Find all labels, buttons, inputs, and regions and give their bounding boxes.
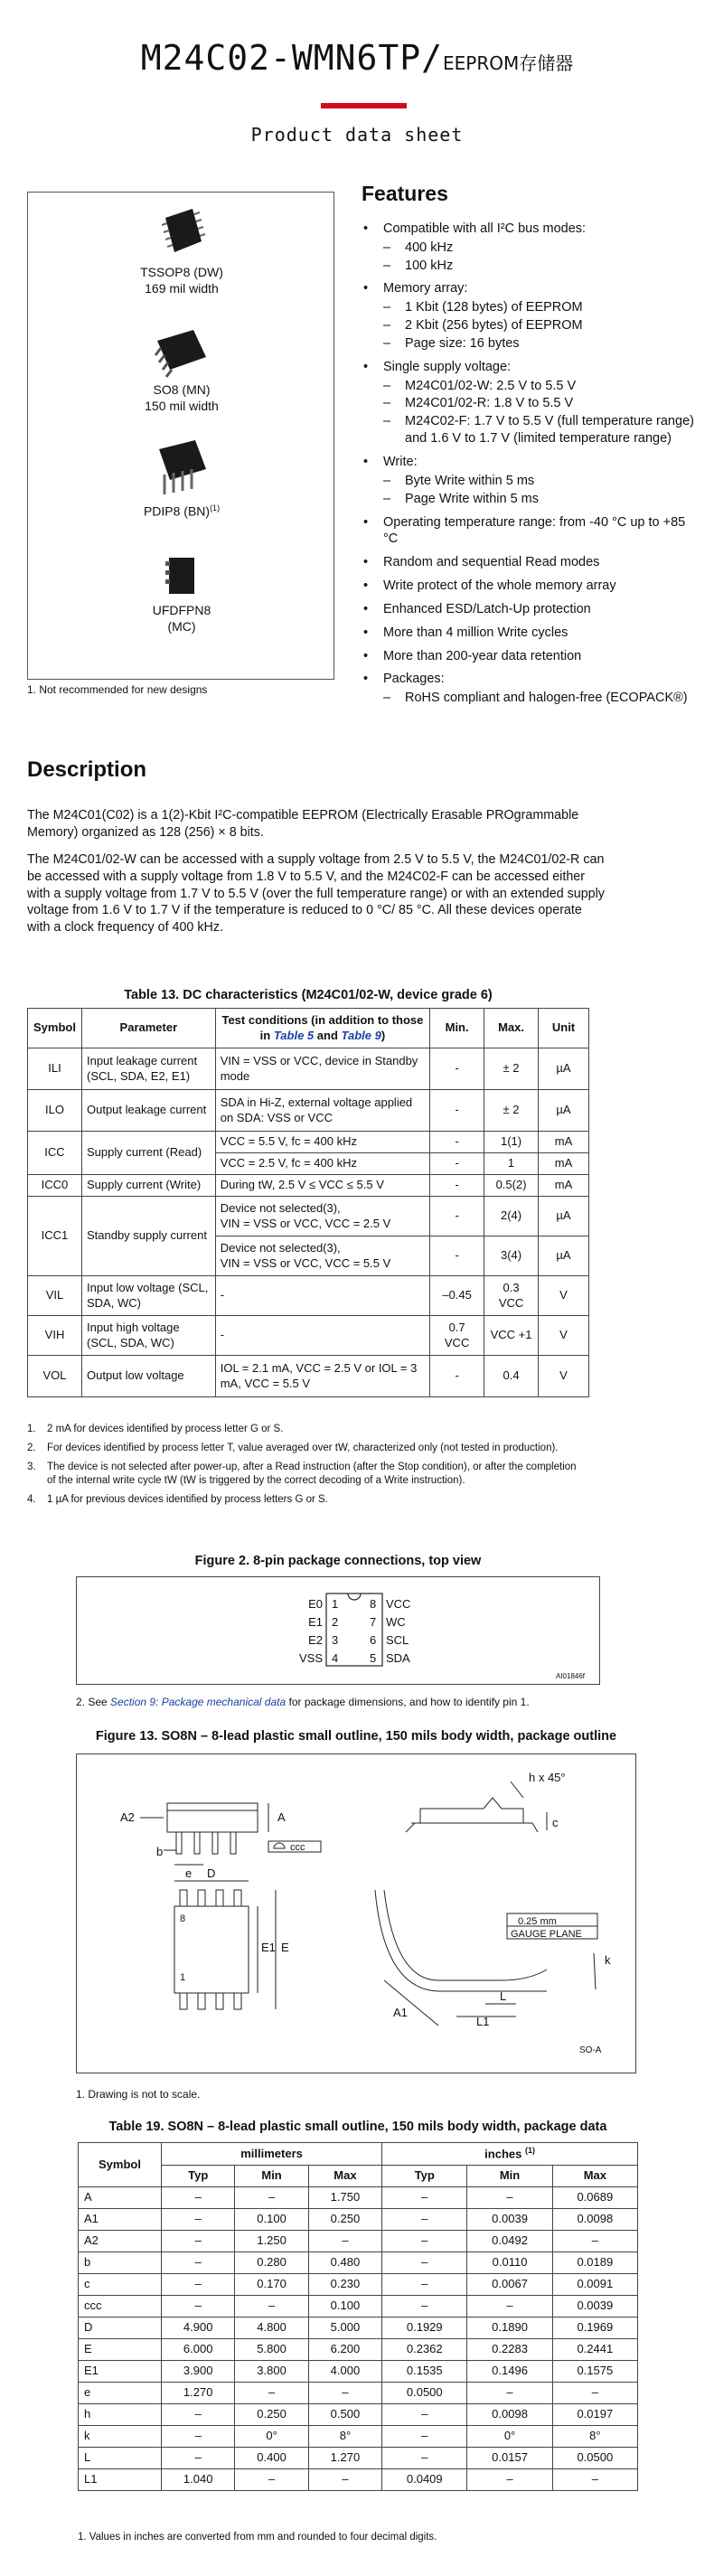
table-row: ICC0 Supply current (Write) During tW, 2.5 V ≤ VCC ≤ 5.5 V - 0.5(2) mA bbox=[28, 1175, 589, 1197]
header-conditions: Test conditions (in addition to those in Table 5 and Table 9) bbox=[215, 1009, 429, 1048]
table-cell: – bbox=[235, 2383, 308, 2404]
pin-label-e0: E0 bbox=[308, 1597, 323, 1611]
table-cell: 0.0110 bbox=[467, 2252, 552, 2274]
table-cell: – bbox=[235, 2296, 308, 2317]
dim-label: 0.25 mm bbox=[518, 1916, 557, 1927]
table-cell: – bbox=[382, 2231, 467, 2252]
pin-number: 6 bbox=[370, 1633, 377, 1647]
table-row bbox=[79, 2469, 638, 2491]
table-cell: 3.900 bbox=[162, 2361, 235, 2383]
table-cell: – bbox=[382, 2296, 467, 2317]
dim-label: E1 bbox=[261, 1941, 276, 1954]
feature-subitem: – M24C02-F: 1.7 V to 5.5 V (full temperature range) and 1.6 V to 1.7 V (limited temperature range) bbox=[383, 413, 696, 447]
part-subtitle: EEPROM存储器 bbox=[443, 52, 574, 74]
table-row bbox=[79, 2252, 638, 2274]
feature-subitem: – Page Write within 5 ms bbox=[383, 491, 696, 508]
table-cell: 0° bbox=[467, 2426, 552, 2448]
table-row: VOL Output low voltage IOL = 2.1 mA, VCC = 2.5 V or IOL = 3 mA, VCC = 5.5 V - 0.4 V bbox=[28, 1356, 589, 1397]
header-sub: Max bbox=[552, 2166, 637, 2187]
table-cell: 0.0067 bbox=[467, 2274, 552, 2296]
header-sub: Min bbox=[467, 2166, 552, 2187]
table-cell: 4.000 bbox=[308, 2361, 381, 2383]
table-cell: 0.0039 bbox=[467, 2209, 552, 2231]
table-cell: 0.0098 bbox=[467, 2404, 552, 2426]
table-cell: 6.000 bbox=[162, 2339, 235, 2361]
table-cell: A1 bbox=[79, 2209, 162, 2231]
feature-subitem: – 2 Kbit (256 bytes) of EEPROM bbox=[383, 317, 696, 334]
package-name: SO8 (MN) bbox=[153, 382, 211, 397]
table-cell: 4.900 bbox=[162, 2317, 235, 2339]
pdip8-chip-icon bbox=[150, 437, 213, 500]
package-tssop8 bbox=[28, 205, 335, 296]
feature-item: • Operating temperature range: from -40 °C up to +85 °C bbox=[362, 514, 696, 549]
table-cell: 0.1496 bbox=[467, 2361, 552, 2383]
table-cell: – bbox=[552, 2383, 637, 2404]
feature-item: • More than 4 million Write cycles bbox=[362, 625, 696, 642]
table-row: ICC1 Standby supply current Device not selected(3), VIN = VSS or VCC, VCC = 2.5 V - 2(4) µA bbox=[28, 1197, 589, 1236]
table-cell: E bbox=[79, 2339, 162, 2361]
table-row bbox=[79, 2317, 638, 2339]
table-cell: – bbox=[382, 2274, 467, 2296]
table-cell: 0.1535 bbox=[382, 2361, 467, 2383]
package-name: PDIP8 (BN) bbox=[143, 503, 211, 519]
table-cell: A2 bbox=[79, 2231, 162, 2252]
feature-item: • Compatible with all I²C bus modes: – 400 kHz – 100 kHz bbox=[362, 221, 696, 275]
table-cell: 5.000 bbox=[308, 2317, 381, 2339]
dc-note: 3. The device is not selected after power-up, after a Read instruction (after the Stop condition), or after the completion of the internal write cycle tW (tW is triggered by the correct decoding of a Write instruction). bbox=[27, 1461, 577, 1486]
package-outline-drawing bbox=[77, 1754, 637, 2074]
table-cell: h bbox=[79, 2404, 162, 2426]
part-number: M24C02-WMN6TP/ bbox=[140, 38, 444, 78]
table-cell: 0.250 bbox=[308, 2209, 381, 2231]
header-sub: Typ bbox=[382, 2166, 467, 2187]
table-cell: L bbox=[79, 2448, 162, 2469]
dim-label: A2 bbox=[120, 1810, 135, 1824]
table-cell: 0.0197 bbox=[552, 2404, 637, 2426]
table-cell: 0.0689 bbox=[552, 2187, 637, 2209]
package-so8 bbox=[28, 324, 335, 414]
feature-subitem: – Byte Write within 5 ms bbox=[383, 473, 696, 490]
table-row bbox=[79, 2383, 638, 2404]
table-row: ICC Supply current (Read) VCC = 5.5 V, fc = 400 kHz - 1(1) mA bbox=[28, 1132, 589, 1153]
package-name: TSSOP8 (DW) bbox=[140, 265, 223, 279]
pin-number: 3 bbox=[332, 1633, 339, 1647]
table-cell: 0.250 bbox=[235, 2404, 308, 2426]
table-cell: – bbox=[467, 2383, 552, 2404]
table-cell: – bbox=[162, 2296, 235, 2317]
table-cell: 0.100 bbox=[235, 2209, 308, 2231]
table-cell: 0.0500 bbox=[552, 2448, 637, 2469]
table-cell: – bbox=[162, 2426, 235, 2448]
table-cell: – bbox=[382, 2209, 467, 2231]
feature-subitem: – Page size: 16 bytes bbox=[383, 335, 696, 353]
dc-note: 2. For devices identified by process letter T, value averaged over tW, characterized only (not tested in production). bbox=[27, 1442, 559, 1453]
table-cell: 0.0091 bbox=[552, 2274, 637, 2296]
table-row: ILI Input leakage current (SCL, SDA, E2, E1) VIN = VSS or VCC, device in Standby mode - ± 2 µA bbox=[28, 1048, 589, 1090]
table-cell: – bbox=[382, 2252, 467, 2274]
table-cell: – bbox=[308, 2383, 381, 2404]
table-cell: 4.800 bbox=[235, 2317, 308, 2339]
table-row bbox=[79, 2274, 638, 2296]
pin-connection-diagram bbox=[77, 1577, 601, 1686]
pin-label-scl: SCL bbox=[386, 1633, 409, 1647]
dim-label: b bbox=[156, 1845, 164, 1858]
so8-chip-icon bbox=[150, 324, 213, 379]
table-cell: 0.0500 bbox=[382, 2383, 467, 2404]
section-9-link[interactable]: Section 9: Package mechanical data bbox=[110, 1696, 287, 1708]
table-cell: 0° bbox=[235, 2426, 308, 2448]
header-symbol: Symbol bbox=[28, 1009, 82, 1048]
package-detail: (MC) bbox=[167, 618, 196, 634]
header-min: Min. bbox=[430, 1009, 484, 1048]
dim-label: D bbox=[207, 1866, 216, 1880]
header-symbol: Symbol bbox=[79, 2143, 162, 2187]
feature-item: • Packages: – RoHS compliant and halogen-free (ECOPACK®) bbox=[362, 671, 696, 707]
fig2-box bbox=[76, 1576, 600, 1685]
pin-label-sda: SDA bbox=[386, 1651, 410, 1665]
pin-label-e2: E2 bbox=[308, 1633, 323, 1647]
table-cell: – bbox=[162, 2274, 235, 2296]
table-row: Device not selected(3), VIN = VSS or VCC, VCC = 5.5 V - 3(4) µA bbox=[28, 1236, 589, 1276]
table-cell: – bbox=[552, 2469, 637, 2491]
table-cell: 6.200 bbox=[308, 2339, 381, 2361]
table-cell: 0.100 bbox=[308, 2296, 381, 2317]
figure-ref: SO-A bbox=[579, 2045, 602, 2055]
so-table-note: 1. Values in inches are converted from mm and rounded to four decimal digits. bbox=[78, 2532, 437, 2543]
table-cell: – bbox=[162, 2231, 235, 2252]
pin-label-vcc: VCC bbox=[386, 1597, 411, 1611]
table-cell: A bbox=[79, 2187, 162, 2209]
dim-label: 1 bbox=[180, 1972, 186, 1983]
table-cell: – bbox=[308, 2231, 381, 2252]
table-row bbox=[79, 2187, 638, 2209]
table-row bbox=[79, 2209, 638, 2231]
table-cell: – bbox=[382, 2448, 467, 2469]
table-cell: – bbox=[235, 2469, 308, 2491]
table-cell: L1 bbox=[79, 2469, 162, 2491]
table-cell: 0.1575 bbox=[552, 2361, 637, 2383]
pin-number: 4 bbox=[332, 1651, 339, 1665]
features-list bbox=[362, 221, 696, 707]
header-inches: inches $^{(1)}$ bbox=[382, 2143, 638, 2166]
dc-table-caption: Table 13. DC characteristics (M24C01/02-W, device grade 6) bbox=[124, 988, 493, 1002]
header-unit: Unit bbox=[539, 1009, 589, 1048]
table-cell: D bbox=[79, 2317, 162, 2339]
table-row bbox=[79, 2296, 638, 2317]
table-cell: 1.040 bbox=[162, 2469, 235, 2491]
dc-characteristics-table bbox=[27, 1008, 589, 1397]
table-cell: 1.250 bbox=[235, 2231, 308, 2252]
table-cell: 5.800 bbox=[235, 2339, 308, 2361]
dim-label: A1 bbox=[393, 2006, 408, 2019]
table-cell: – bbox=[467, 2187, 552, 2209]
fig13-note: 1. Drawing is not to scale. bbox=[76, 2088, 201, 2101]
dim-label: L1 bbox=[476, 2015, 490, 2028]
package-box bbox=[27, 192, 334, 680]
table-cell: 0.170 bbox=[235, 2274, 308, 2296]
header-sub: Min bbox=[235, 2166, 308, 2187]
header-sub: Max bbox=[308, 2166, 381, 2187]
so-table-caption: Table 19. SO8N – 8-lead plastic small outline, 150 mils body width, package data bbox=[108, 2120, 607, 2134]
table-cell: – bbox=[552, 2231, 637, 2252]
fig13-box bbox=[76, 1753, 636, 2073]
table-cell: – bbox=[308, 2469, 381, 2491]
package-footnote: 1. Not recommended for new designs bbox=[27, 683, 208, 696]
feature-item: • Memory array: – 1 Kbit (128 bytes) of EEPROM – 2 Kbit (256 bytes) of EEPROM – Page size: 16 bytes bbox=[362, 280, 696, 352]
dim-label: 8 bbox=[180, 1913, 186, 1924]
table-cell: 8° bbox=[308, 2426, 381, 2448]
table-cell: – bbox=[382, 2187, 467, 2209]
table-cell: 0.1969 bbox=[552, 2317, 637, 2339]
package-name: UFDFPN8 bbox=[152, 603, 211, 617]
package-pdip8 bbox=[28, 437, 335, 520]
table-cell: – bbox=[162, 2187, 235, 2209]
table-row bbox=[79, 2339, 638, 2361]
dim-label: ccc bbox=[290, 1842, 305, 1853]
table-cell: – bbox=[382, 2426, 467, 2448]
feature-subitem: – RoHS compliant and halogen-free (ECOPACK®) bbox=[383, 690, 696, 707]
package-detail: 169 mil width bbox=[145, 280, 219, 296]
title-accent-bar bbox=[321, 103, 407, 108]
table-cell: 0.2283 bbox=[467, 2339, 552, 2361]
table-cell: k bbox=[79, 2426, 162, 2448]
table-cell: 0.2441 bbox=[552, 2339, 637, 2361]
feature-subitem: – M24C01/02-W: 2.5 V to 5.5 V bbox=[383, 378, 696, 395]
table-cell: E1 bbox=[79, 2361, 162, 2383]
table-row bbox=[79, 2426, 638, 2448]
table-row: ILO Output leakage current SDA in Hi-Z, external voltage applied on SDA: VSS or VCC - ± 2 µA bbox=[28, 1090, 589, 1132]
table-cell: – bbox=[162, 2404, 235, 2426]
header-millimeters: millimeters bbox=[162, 2143, 382, 2166]
table-row: VCC = 2.5 V, fc = 400 kHz - 1 mA bbox=[28, 1153, 589, 1175]
pin-label-vss: VSS bbox=[298, 1651, 323, 1665]
table-cell: b bbox=[79, 2252, 162, 2274]
dc-note: 1. 2 mA for devices identified by process letter G or S. bbox=[27, 1424, 284, 1434]
table-cell: 0.280 bbox=[235, 2252, 308, 2274]
table-cell: – bbox=[382, 2404, 467, 2426]
dim-label: E bbox=[281, 1941, 289, 1954]
dim-label: e bbox=[185, 1866, 193, 1880]
table-cell: 0.1929 bbox=[382, 2317, 467, 2339]
package-detail: 150 mil width bbox=[145, 398, 219, 413]
description-heading: Description bbox=[27, 757, 147, 782]
table-cell: 3.800 bbox=[235, 2361, 308, 2383]
description-paragraph-2: The M24C01/02-W can be accessed with a supply voltage from 2.5 V to 5.5 V, the M24C01/02-R can be accessed with a supply voltage from 1.8 V to 5.5 V, and the M24C02-F can be accessed either with a supply voltage from 1.7 V to 5.5 V (over the full temperature range) or with an extended supply voltage from 1.6 V to 1.7 V if the temperature is reduced to 0 °C/ 85 °C. All these devices operate with a clock frequency of 400 kHz. bbox=[27, 852, 605, 935]
dim-label: c bbox=[552, 1816, 559, 1829]
feature-subitem: – M24C01/02-R: 1.8 V to 5.5 V bbox=[383, 395, 696, 412]
dim-label: GAUGE PLANE bbox=[511, 1929, 582, 1940]
table-cell: 0.0098 bbox=[552, 2209, 637, 2231]
table-cell: 0.0189 bbox=[552, 2252, 637, 2274]
feature-item: • Random and sequential Read modes bbox=[362, 554, 696, 571]
pin-label-wc: WC bbox=[386, 1615, 406, 1629]
header-sub: Typ bbox=[162, 2166, 235, 2187]
features-section bbox=[362, 181, 696, 713]
pin-number: 8 bbox=[370, 1597, 377, 1611]
table-row bbox=[79, 2361, 638, 2383]
pin-number: 1 bbox=[332, 1597, 339, 1611]
fig2-caption: Figure 2. 8-pin package connections, top view bbox=[194, 1554, 482, 1568]
fig2-note: 2. See Section 9: Package mechanical data for package dimensions, and how to identify pin 1. bbox=[76, 1696, 530, 1708]
table-cell: – bbox=[162, 2448, 235, 2469]
dc-note: 4. 1 µA for previous devices identified by process letters G or S. bbox=[27, 1493, 328, 1505]
table-cell: 1.270 bbox=[162, 2383, 235, 2404]
feature-subitem: – 400 kHz bbox=[383, 240, 696, 257]
table-cell: 0.230 bbox=[308, 2274, 381, 2296]
feature-item: • More than 200-year data retention bbox=[362, 648, 696, 665]
table-cell: 0.500 bbox=[308, 2404, 381, 2426]
table-cell: – bbox=[162, 2252, 235, 2274]
description-section bbox=[27, 756, 606, 946]
package-data-table bbox=[78, 2142, 638, 2491]
dim-label: A bbox=[277, 1810, 286, 1824]
feature-item: • Single supply voltage: – M24C01/02-W: 2.5 V to 5.5 V – M24C01/02-R: 1.8 V to 5.5 V – M24C02-F: 1.7 V to 5.5 V (full temperature range) and 1.6 V to 1.7 V (limited temperature range) bbox=[362, 359, 696, 447]
package-ufdfpn8 bbox=[28, 552, 335, 635]
table-9-link[interactable]: Table 9 bbox=[341, 1028, 381, 1042]
tssop8-chip-icon bbox=[156, 205, 207, 261]
features-heading: Features bbox=[362, 182, 448, 205]
table-cell: ccc bbox=[79, 2296, 162, 2317]
table-row: VIL Input low voltage (SCL, SDA, WC) - –0.45 0.3 VCC V bbox=[28, 1276, 589, 1316]
fig13-caption: Figure 13. SO8N – 8-lead plastic small outline, 150 mils body width, package outline bbox=[95, 1729, 617, 1744]
table-row: VIH Input high voltage (SCL, SDA, WC) - 0.7 VCC VCC +1 V bbox=[28, 1316, 589, 1356]
table-cell: 0.480 bbox=[308, 2252, 381, 2274]
doc-type: Product data sheet bbox=[250, 124, 464, 146]
dc-table-notes bbox=[27, 1423, 587, 1512]
header-parameter: Parameter bbox=[81, 1009, 215, 1048]
table-cell: 0.0492 bbox=[467, 2231, 552, 2252]
table-cell: 1.750 bbox=[308, 2187, 381, 2209]
table-cell: – bbox=[467, 2469, 552, 2491]
dim-label: k bbox=[605, 1953, 611, 1967]
ufdfpn8-chip-icon bbox=[164, 552, 200, 599]
table-cell: c bbox=[79, 2274, 162, 2296]
feature-item: • Write protect of the whole memory array bbox=[362, 578, 696, 595]
page-title bbox=[0, 36, 714, 80]
table-cell: 0.400 bbox=[235, 2448, 308, 2469]
pin-number: 2 bbox=[332, 1615, 339, 1629]
feature-item: • Enhanced ESD/Latch-Up protection bbox=[362, 601, 696, 618]
header-max: Max. bbox=[484, 1009, 539, 1048]
table-cell: e bbox=[79, 2383, 162, 2404]
package-footnote-ref: (1) bbox=[210, 503, 221, 512]
table-cell: 8° bbox=[552, 2426, 637, 2448]
dim-label: L bbox=[500, 1989, 507, 2003]
description-paragraph-1: The M24C01(C02) is a 1(2)-Kbit I²C-compatible EEPROM (Electrically Erasable PROgrammable Memory) organized as 128 (256) × 8 bits. bbox=[27, 808, 579, 840]
pin-label-e1: E1 bbox=[308, 1615, 323, 1629]
dim-label: h x 45° bbox=[529, 1771, 566, 1784]
pin-number: 7 bbox=[370, 1615, 377, 1629]
feature-subitem: – 100 kHz bbox=[383, 258, 696, 275]
table-row bbox=[79, 2404, 638, 2426]
table-cell: – bbox=[162, 2209, 235, 2231]
table-cell: 0.0157 bbox=[467, 2448, 552, 2469]
feature-subitem: – 1 Kbit (128 bytes) of EEPROM bbox=[383, 299, 696, 316]
table-row bbox=[79, 2231, 638, 2252]
figure-ref: AI01846f bbox=[556, 1672, 586, 1680]
table-cell: 0.0039 bbox=[552, 2296, 637, 2317]
table-cell: 0.1890 bbox=[467, 2317, 552, 2339]
table-cell: – bbox=[467, 2296, 552, 2317]
table-cell: 0.0409 bbox=[382, 2469, 467, 2491]
table-row bbox=[79, 2448, 638, 2469]
table-cell: 1.270 bbox=[308, 2448, 381, 2469]
feature-item: • Write: – Byte Write within 5 ms – Page Write within 5 ms bbox=[362, 454, 696, 508]
table-5-link[interactable]: Table 5 bbox=[273, 1028, 315, 1042]
pin-number: 5 bbox=[370, 1651, 377, 1665]
table-cell: 0.2362 bbox=[382, 2339, 467, 2361]
table-cell: – bbox=[235, 2187, 308, 2209]
